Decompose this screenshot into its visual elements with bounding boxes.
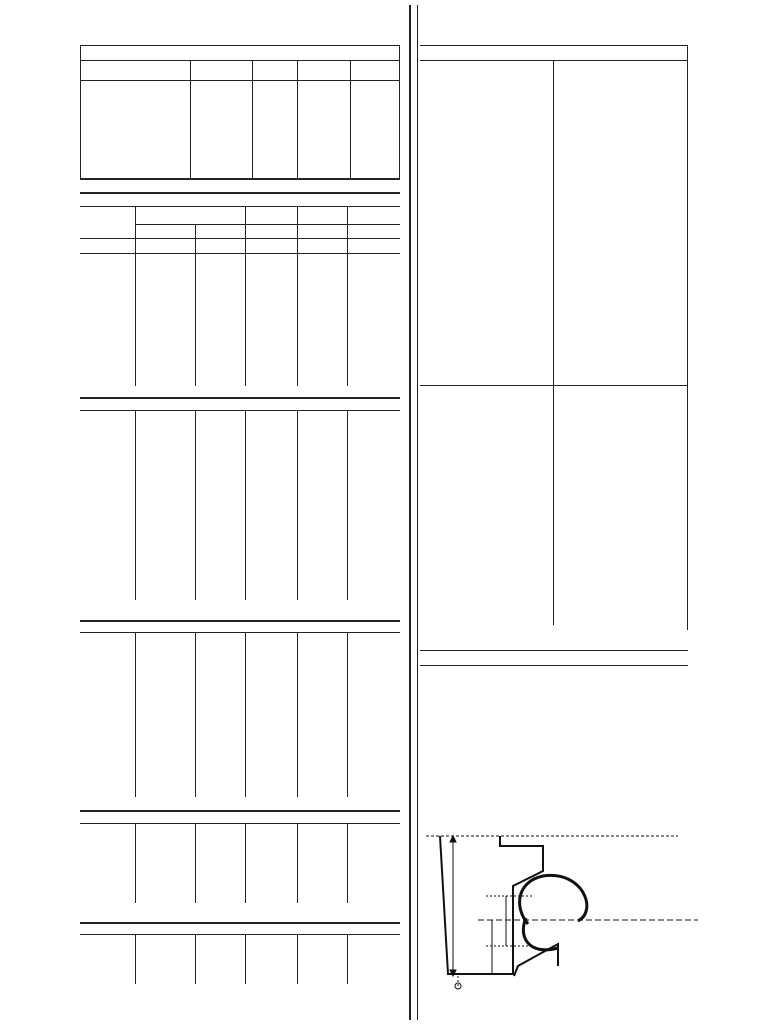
page-divider — [409, 5, 411, 1020]
da-arrow-top — [450, 836, 456, 842]
propeller-diagram — [418, 826, 708, 1016]
rudder-upper — [520, 875, 587, 924]
